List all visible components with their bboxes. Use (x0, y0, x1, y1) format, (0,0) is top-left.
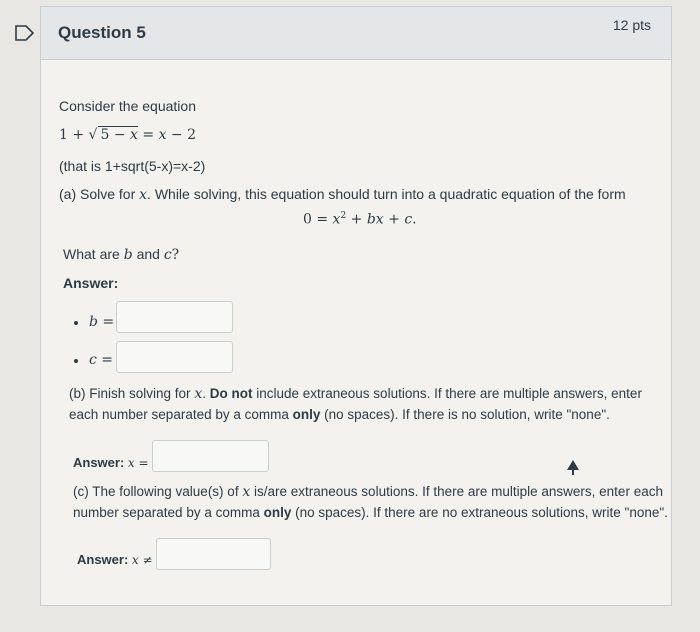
b-label: b = (89, 314, 115, 330)
part-c-only: only (263, 505, 292, 520)
part-b-text-1: (b) Finish solving for (69, 386, 191, 401)
answer-neq-label: Answer: x ≠ (77, 552, 153, 567)
part-b-do-not: Do not (209, 386, 253, 401)
part-c-text-3: number separated by a comma (73, 505, 264, 520)
part-b-text-2: . (202, 386, 210, 401)
equation-math: 1 + √ 5 − x = x − 2 (59, 127, 197, 143)
bullet-c (74, 359, 78, 363)
part-b-text-5: (no spaces). If there is no solution, write "none". (320, 407, 610, 422)
part-b-only: only (292, 407, 321, 422)
x-input[interactable] (152, 440, 269, 472)
part-a-prefix: (a) Solve for (59, 186, 136, 202)
quadratic-form-math: $0 = x^2$ + bx + c. (303, 211, 417, 228)
part-b-text-3: include extraneous solutions. If there are multiple answers, enter (252, 386, 642, 401)
what-are-label: What are (63, 246, 120, 262)
part-c-text-2: is/are extraneous solutions. If there are multiple answers, enter each (250, 484, 663, 499)
question-header (41, 7, 671, 60)
question-points: 12 pts (612, 17, 651, 33)
and-label: and (136, 246, 160, 262)
part-a-suffix: . While solving, this equation should turn into a quadratic equation of the form (147, 186, 626, 202)
part-c-line-2 (73, 505, 668, 520)
part-c-line-1: (c) The following value(s) of x is/are extraneous solutions. If there are multiple answers, enter each (73, 484, 663, 500)
what-are-text: What are b and c? (63, 246, 180, 263)
question-title: Question 5 (58, 23, 146, 42)
answer-x-label: Answer: x = (73, 455, 149, 470)
answer-heading: Answer: (63, 275, 119, 291)
equation-plain-text: (that is 1+sqrt(5-x)=x-2) (59, 158, 206, 174)
question-body (41, 60, 671, 605)
part-b-text-4: each number separated by a comma (69, 407, 293, 422)
b-input[interactable] (116, 301, 233, 333)
part-b-line-2 (69, 407, 610, 422)
question-card (40, 6, 672, 606)
x-neq-input[interactable] (156, 538, 271, 570)
part-a-text: (a) Solve for x. While solving, this equation should turn into a quadratic equation of the form (59, 186, 626, 203)
part-b-line-1: (b) Finish solving for x. Do not include extraneous solutions. If there are multiple answers, enter (69, 386, 642, 402)
part-c-text-1: (c) The following value(s) of (73, 484, 239, 499)
c-label: c = (89, 352, 114, 368)
bookmark-flag-icon[interactable] (13, 24, 37, 42)
consider-text: Consider the equation (59, 98, 196, 114)
bullet-b (74, 321, 78, 325)
c-input[interactable] (116, 341, 233, 373)
part-c-text-4: (no spaces). If there are no extraneous solutions, write "none". (291, 505, 668, 520)
mouse-pointer-tail (572, 469, 574, 475)
